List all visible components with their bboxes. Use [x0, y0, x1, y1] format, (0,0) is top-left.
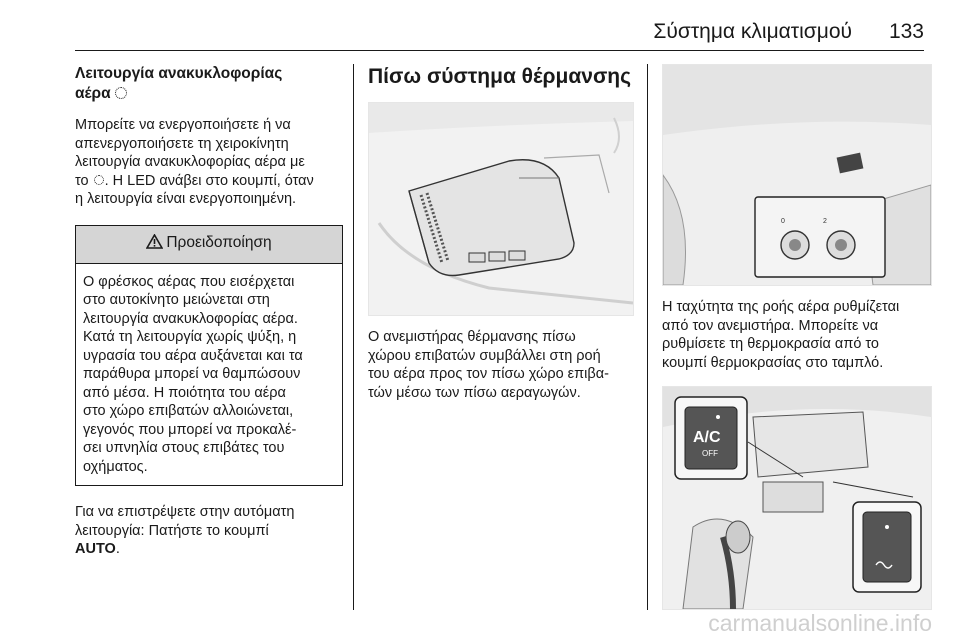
rear-heater-illustration — [368, 102, 634, 316]
heading-line-2 — [75, 84, 343, 104]
text-line: ρυθμίσετε τη θερμοκρασία από το — [662, 336, 879, 352]
controls-caption — [662, 298, 930, 372]
watermark-url: carmanualsonline.info — [708, 610, 932, 636]
text-line: Ο ανεμιστήρας θέρμανσης πίσω — [368, 329, 576, 345]
rear-heating-caption — [368, 328, 636, 402]
text-line: λειτουργία: Πατήστε το κουμπί — [75, 522, 269, 539]
warning-triangle-icon — [146, 234, 163, 254]
column-controls — [662, 64, 930, 610]
page-number: 133 — [888, 20, 924, 43]
text-line: από τον ανεμιστήρα. Μπορείτε να — [662, 317, 879, 334]
text-line: . Η LED ανάβει στο κουμπί, όταν — [104, 172, 314, 189]
text-line: λειτουργία ανακυκλοφορίας αέρα. — [83, 310, 298, 327]
text-line: . — [115, 541, 120, 557]
text-line: στο αυτοκίνητο μειώνεται στη — [83, 292, 270, 308]
text-line: στο χώρο επιβατών αλλοιώνεται, — [83, 403, 294, 419]
text-line: Ο φρέσκος αέρας που εισέρχεται — [83, 273, 295, 290]
text-line: γεγονός που μπορεί να προκαλέ- — [83, 421, 297, 438]
text-line: λειτουργία ανακυκλοφορίας αέρα με — [75, 154, 305, 170]
column-divider-1 — [353, 64, 354, 610]
warning-title: Προειδοποίηση — [166, 233, 272, 251]
header-rule — [75, 50, 924, 51]
text-line: του αέρα προς τον πίσω χώρο επιβα- — [368, 366, 609, 382]
recirculation-paragraph — [75, 116, 343, 209]
column-recirculation — [75, 64, 343, 559]
text-line: από μέσα. Η ποιότητα του αέρα — [83, 384, 286, 401]
header-title: Σύστημα κλιματισμού — [653, 20, 852, 43]
section-heading-rear-heating: Πίσω σύστημα θέρμανσης — [368, 65, 632, 88]
auto-button-label: AUTO — [75, 541, 116, 557]
rear-controls-illustration — [662, 64, 932, 286]
text-line: τών μέσω των πίσω αεραγωγών. — [368, 384, 581, 401]
text-line: σει υπνηλία στους επιβάτες του — [83, 440, 285, 456]
text-line: κουμπί θερμοκρασίας στο ταμπλό. — [662, 354, 884, 371]
warning-header — [76, 226, 342, 264]
section-heading-recirculation — [75, 64, 343, 104]
text-line: το — [75, 172, 89, 189]
column-rear-heating — [368, 64, 636, 402]
text-line: Μπορείτε να ενεργοποιήσετε ή να — [75, 117, 291, 133]
dashboard-illustration — [662, 386, 932, 610]
text-line: χώρου επιβατών συμβάλλει στη ροή — [368, 347, 601, 364]
heading-line-1: Λειτουργία ανακυκλοφορίας — [75, 65, 283, 82]
text-line: υγρασία του αέρα αυξάνεται και τα — [83, 347, 303, 364]
text-line: απενεργοποιήσετε τη χειροκίνητη — [75, 135, 289, 152]
text-line: παράθυρα μπορεί να θαμπώσουν — [83, 366, 301, 382]
text-line: Κατά τη λειτουργία χωρίς ψύξη, η — [83, 329, 297, 345]
heading-line-2-text: αέρα — [75, 85, 111, 102]
auto-paragraph — [75, 503, 343, 559]
svg-text:0: 0 — [781, 218, 785, 225]
recirculation-icon — [115, 87, 127, 99]
warning-text — [76, 264, 342, 486]
warning-box — [75, 225, 343, 487]
column-divider-2 — [647, 64, 648, 610]
svg-text:2: 2 — [823, 218, 827, 225]
ac-off-label: OFF — [702, 449, 718, 458]
text-line: Για να επιστρέψετε στην αυτόματη — [75, 504, 295, 520]
text-line: Η ταχύτητα της ροής αέρα ρυθμίζεται — [662, 299, 900, 315]
recirculation-icon — [94, 175, 104, 185]
text-line: οχήματος. — [83, 458, 148, 475]
text-line: η λειτουργία είναι ενεργοποιημένη. — [75, 191, 297, 207]
ac-button-label: A/C — [693, 429, 721, 446]
